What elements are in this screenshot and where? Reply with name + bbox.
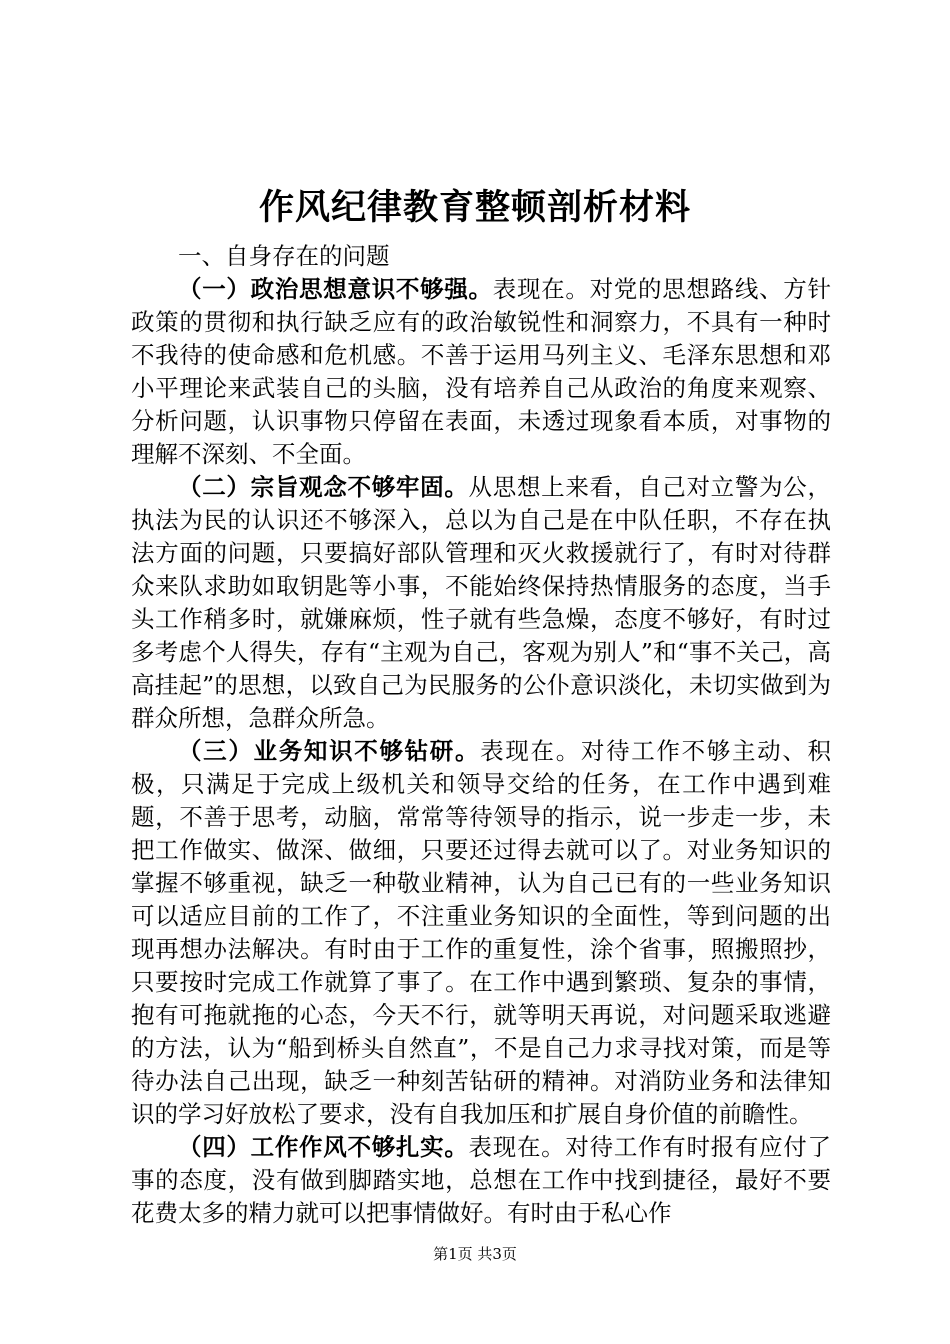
paragraph-2 [131, 471, 831, 735]
paragraph-lead: （二）宗旨观念不够牢固。 [178, 473, 469, 501]
paragraph-lead: （一）政治思想意识不够强。 [178, 275, 493, 303]
paragraph-3 [131, 735, 831, 1131]
paragraph-body: 表现在。对待工作有时报有应付了事的态度，没有做到脚踏实地，总想在工作中找到捷径，最好不要花费太多的精力就可以把事情做好。有时由于私心作 [131, 1133, 832, 1227]
document-body [131, 240, 831, 1230]
paragraph-body: 从思想上来看，自己对立警为公，执法为民的认识还不够深入，总以为自己是在中队任职，不存在执法方面的问题，只要搞好部队管理和灭火救援就行了，有时对待群众来队求助如取钥匙等小事，不能始终保持热情服务的态度，当手头工作稍多时，就嫌麻烦，性子就有些急燥，态度不够好，有时过多考虑个人得失，存有“主观为自己，客观为别人”和“事不关己，高高挂起”的思想，以致自己为民服务的公仆意识淡化，未切实做到为群众所想，急群众所急。 [131, 473, 832, 732]
paragraph-lead: （四）工作作风不够扎实。 [178, 1133, 469, 1161]
paragraph-body: 表现在。对待工作不够主动、积极，只满足于完成上级机关和领导交给的任务，在工作中遇到难题，不善于思考，动脑，常常等待领导的指示，说一步走一步，未把工作做实、做深、做细，只要还过得去就可以了。对业务知识的掌握不够重视，缺乏一种敬业精神，认为自己已有的一些业务知识可以适应目前的工作了，不注重业务知识的全面性，等到问题的出现再想办法解决。有时由于工作的重复性，涂个省事，照搬照抄，只要按时完成工作就算了事了。在工作中遇到繁琐、复杂的事情，抱有可拖就拖的心态，今天不行，就等明天再说，对问题采取逃避的方法，认为“船到桥头自然直”，不是自己力求寻找对策，而是等待办法自己出现，缺乏一种刻苦钻研的精神。对消防业务和法律知识的学习好放松了要求，没有自我加压和扩展自身价值的前瞻性。 [131, 737, 832, 1128]
paragraph-body: 表现在。对党的思想路线、方针政策的贯彻和执行缺乏应有的政治敏锐性和洞察力，不具有一种时不我待的使命感和危机感。不善于运用马列主义、毛泽东思想和邓小平理论来武装自己的头脑，没有培养自己从政治的角度来观察、分析问题，认识事物只停留在表面，未透过现象看本质，对事物的理解不深刻、不全面。 [131, 275, 831, 468]
paragraph-1 [131, 273, 831, 471]
document-title: 作风纪律教育整顿剖析材料 [258, 187, 691, 228]
page-footer: 第1页 共3页 [433, 1245, 517, 1263]
paragraph-lead: （三）业务知识不够钻研。 [178, 737, 481, 765]
paragraph-4 [131, 1131, 831, 1230]
section-heading: 一、自身存在的问题 [178, 242, 390, 270]
